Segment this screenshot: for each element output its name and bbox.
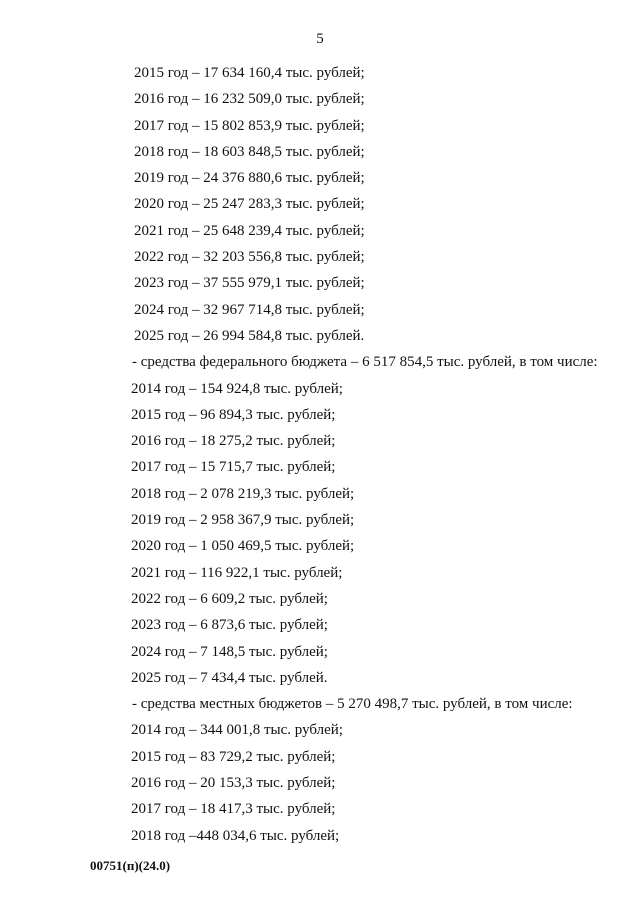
year-amount-line: 2016 год – 18 275,2 тыс. рублей; xyxy=(131,433,336,450)
year-amount-line: 2015 год – 83 729,2 тыс. рублей; xyxy=(131,748,336,765)
year-amount-line: 2019 год – 24 376 880,6 тыс. рублей; xyxy=(134,170,365,187)
budget-list xyxy=(0,60,640,849)
year-amount-line: 2014 год – 344 001,8 тыс. рублей; xyxy=(131,722,343,739)
year-amount-line: 2022 год – 32 203 556,8 тыс. рублей; xyxy=(134,249,365,266)
year-amount-line: 2023 год – 6 873,6 тыс. рублей; xyxy=(131,617,328,634)
year-amount-line: 2018 год – 2 078 219,3 тыс. рублей; xyxy=(131,485,355,502)
year-amount-line: 2018 год – 18 603 848,5 тыс. рублей; xyxy=(134,143,365,160)
year-amount-line: 2016 год – 20 153,3 тыс. рублей; xyxy=(131,775,336,792)
year-amount-line: 2015 год – 17 634 160,4 тыс. рублей; xyxy=(134,65,365,81)
year-amount-line: 2015 год – 96 894,3 тыс. рублей; xyxy=(131,406,336,423)
year-amount-line: 2017 год – 18 417,3 тыс. рублей; xyxy=(131,801,336,818)
document-code: 00751(п)(24.0) xyxy=(90,858,171,873)
year-amount-line: 2018 год –448 034,6 тыс. рублей; xyxy=(131,827,340,844)
year-amount-line: 2024 год – 7 148,5 тыс. рублей; xyxy=(131,643,328,660)
year-amount-line: 2021 год – 25 648 239,4 тыс. рублей; xyxy=(134,222,365,239)
year-amount-line: 2023 год – 37 555 979,1 тыс. рублей; xyxy=(134,275,365,292)
year-amount-line: 2019 год – 2 958 367,9 тыс. рублей; xyxy=(131,512,355,529)
funding-source-heading: - средства местных бюджетов – 5 270 498,7 тыс. рублей, в том числе: xyxy=(132,696,573,713)
page-number: 5 xyxy=(316,31,324,47)
year-amount-line: 2016 год – 16 232 509,0 тыс. рублей; xyxy=(134,91,365,108)
year-amount-line: 2020 год – 25 247 283,3 тыс. рублей; xyxy=(134,196,365,213)
year-amount-line: 2025 год – 7 434,4 тыс. рублей. xyxy=(131,669,328,686)
year-amount-line: 2025 год – 26 994 584,8 тыс. рублей. xyxy=(134,327,365,344)
year-amount-line: 2014 год – 154 924,8 тыс. рублей; xyxy=(131,380,343,397)
year-amount-line: 2017 год – 15 802 853,9 тыс. рублей; xyxy=(134,117,365,134)
funding-source-heading: - средства федерального бюджета – 6 517 854,5 тыс. рублей, в том числе: xyxy=(132,354,598,371)
year-amount-line: 2024 год – 32 967 714,8 тыс. рублей; xyxy=(134,301,365,318)
year-amount-line: 2021 год – 116 922,1 тыс. рублей; xyxy=(131,564,343,581)
year-amount-line: 2022 год – 6 609,2 тыс. рублей; xyxy=(131,590,328,607)
year-amount-line: 2020 год – 1 050 469,5 тыс. рублей; xyxy=(131,538,355,555)
year-amount-line: 2017 год – 15 715,7 тыс. рублей; xyxy=(131,459,336,476)
